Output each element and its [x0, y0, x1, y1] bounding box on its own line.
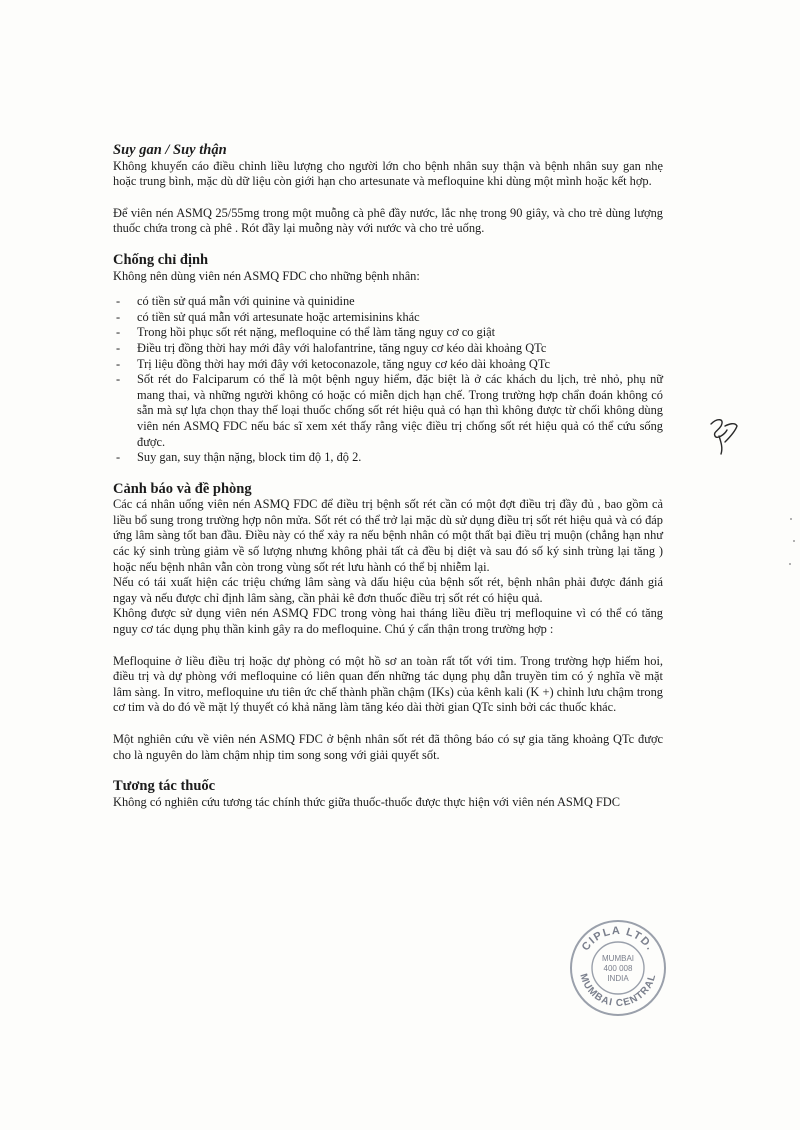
list-item: - Trị liệu đồng thời hay mới đây với ketoconazole, tăng nguy cơ kéo dài khoảng QTc: [113, 357, 663, 373]
scan-speck: [793, 540, 795, 542]
stamp-country: INDIA: [607, 974, 629, 983]
document-body: [113, 143, 663, 810]
stamp-city: MUMBAI: [602, 954, 634, 963]
stamp-branch: MUMBAI CENTRAL: [577, 972, 659, 1010]
warnings-paragraph-1: Các cá nhân uống viên nén ASMQ FDC để điều trị bệnh sốt rét cần có một đợt điều trị đầy đủ , bao gồm cả liều bổ sung trong trường hợp nôn mửa. Sốt rét có thể trở lại mặc dù sử dụng điều trị sốt rét hiệu quả và có đáp ứng lâm sàng tốt ban đầu. Điều này có thể xảy ra nếu bệnh nhân có một thất bại điều trị muộn (chẳng hạn như các ký sinh trùng giảm về số lượng nhưng không phải tất cả đều bị diệt và sau đó số ký sinh trùng lại tăng ) hoặc nếu bệnh nhân vẫn còn trong vùng sốt rét lưu hành có thể bị nhiễm lại.: [113, 497, 663, 574]
scan-speck: [790, 518, 792, 520]
handwritten-signature: [705, 412, 739, 456]
renal-hepatic-paragraph: Không khuyến cáo điều chỉnh liều lượng cho người lớn cho bệnh nhân suy thận và bệnh nhân suy gan nhẹ hoặc trung bình, mặc dù dữ liệu còn giới hạn cho artesunate và mefloquine khi dùng một mình hoặc kết hợp.: [113, 158, 663, 189]
section-title-interactions: Tương tác thuốc: [113, 778, 216, 795]
contraindications-list: [113, 294, 663, 466]
section-title-warnings: Cảnh báo và đề phòng: [113, 480, 252, 497]
interactions-paragraph: Không có nghiên cứu tương tác chính thức giữa thuốc-thuốc được thực hiện với viên nén ASMQ FDC: [113, 794, 620, 809]
list-item: - Sốt rét do Falciparum có thể là một bệnh nguy hiểm, đặc biệt là ở các khách du lịch, trẻ nhỏ, phụ nữ mang thai, và những người không có hoặc có miễn dịch hạn chế. Trong trường hợp chẩn đoán không có sẵn mà sự lựa chọn thay thế loại thuốc chống sốt rét hiệu quả có hạn thì không được từ chối không dùng viên nén ASMQ FDC nếu bác sĩ xem xét thấy rằng việc điều trị chống sốt rét hiệu quả có thể cứu sống được.: [113, 372, 663, 450]
administration-paragraph: Để viên nén ASMQ 25/55mg trong một muỗng cà phê đầy nước, lắc nhẹ trong 90 giây, và cho trẻ dùng lượng thuốc chứa trong cà phê . Rót đầy lại muỗng này với nước và cho trẻ uống.: [113, 205, 663, 236]
warnings-paragraph-2: Nếu có tái xuất hiện các triệu chứng lâm sàng và dấu hiệu của bệnh sốt rét, bệnh nhân phải được đánh giá ngay và nếu được chỉ định lâm sàng, cần phải kê đơn thuốc điều trị sốt rét có hiệu quả.: [113, 575, 663, 605]
warnings-paragraph-5: Một nghiên cứu về viên nén ASMQ FDC ở bệnh nhân sốt rét đã thông báo có sự gia tăng khoảng QTc được cho là nguyên do làm chậm nhịp tim song song với giải quyết sốt.: [113, 732, 663, 762]
stamp-postcode: 400 008: [603, 964, 633, 973]
stamp-company: CIPLA LTD.: [579, 924, 657, 954]
list-item: - Điều trị đồng thời hay mới đây với halofantrine, tăng nguy cơ kéo dài khoảng QTc: [113, 341, 663, 357]
section-title-renal-hepatic: Suy gan / Suy thận: [113, 142, 227, 158]
list-item: - Trong hồi phục sốt rét nặng, mefloquine có thể làm tăng nguy cơ co giật: [113, 325, 663, 341]
contraindications-intro: Không nên dùng viên nén ASMQ FDC cho những bệnh nhân:: [113, 268, 420, 283]
company-stamp: [568, 918, 668, 1018]
list-item: - Suy gan, suy thận nặng, block tim độ 1, độ 2.: [113, 450, 663, 466]
list-item: - có tiền sử quá mẫn với artesunate hoặc artemisinins khác: [113, 310, 663, 326]
warnings-paragraph-4: Mefloquine ở liều điều trị hoặc dự phòng có một hồ sơ an toàn rất tốt với tim. Trong trường hợp hiếm hoi, điều trị và dự phòng với mefloquine có liên quan đến những tác dụng phụ dẫn truyền tim có ý nghĩa về mặt lâm sàng. In vitro, mefloquine ưu tiên ức chế thành phần chậm (IKs) của kênh kali (K +) chỉnh lưu chậm trong cơ tim và do đó về mặt lý thuyết có khả năng làm tăng kéo dài thời gian QTc sinh bởi các thuốc khác.: [113, 653, 663, 715]
section-title-contraindications: Chống chỉ định: [113, 251, 209, 268]
list-item: - có tiền sử quá mẫn với quinine và quinidine: [113, 294, 663, 310]
warnings-paragraph-3: Không được sử dụng viên nén ASMQ FDC trong vòng hai tháng liều điều trị mefloquine vì có thể có tăng nguy cơ tác dụng phụ thần kinh gây ra do mefloquine. Chú ý cẩn thận trong trường hợp :: [113, 606, 663, 637]
scan-speck: [789, 563, 791, 565]
